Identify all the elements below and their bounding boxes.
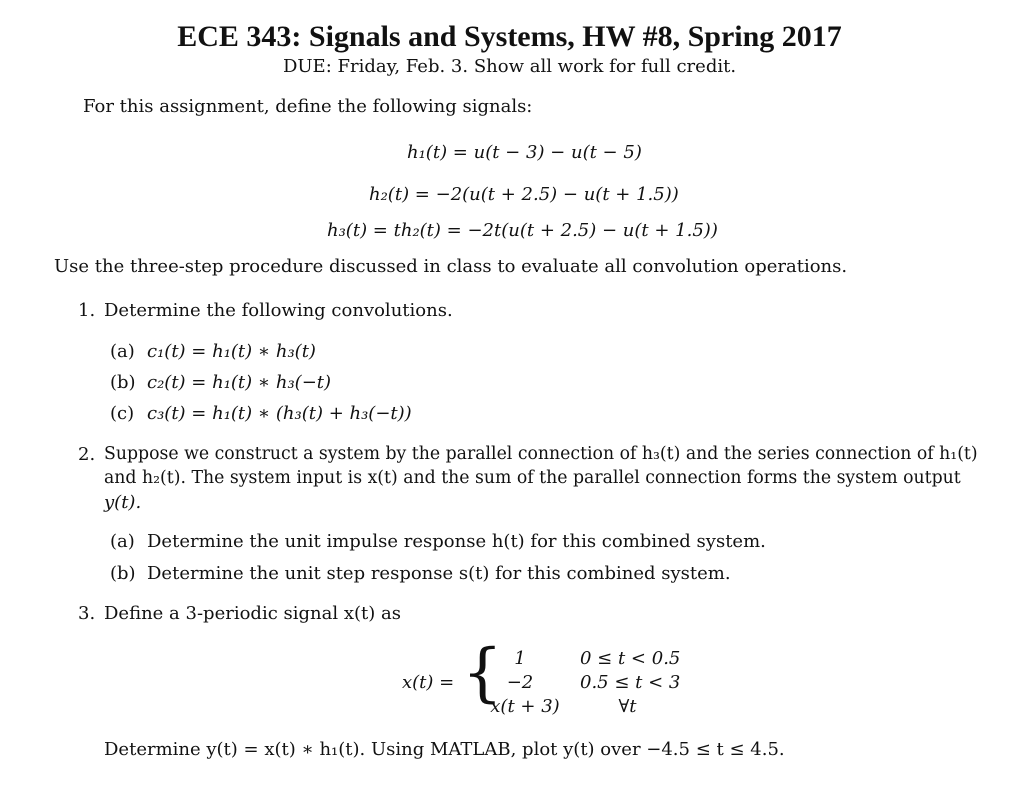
signal-h2: h₂(t) = −2(u(t + 2.5) − u(t + 1.5)) — [369, 184, 679, 205]
problem-2-line-2: and h₂(t). The system input is x(t) and the sum of the parallel connection forms the system output — [104, 468, 961, 488]
piecewise-cond-2: 0.5 ≤ t < 3 — [580, 672, 681, 693]
piecewise-cond-1: 0 ≤ t < 0.5 — [580, 648, 681, 669]
problem-1a-text: c₁(t) = h₁(t) ∗ h₃(t) — [147, 341, 316, 362]
piecewise-lhs: x(t) = — [402, 672, 455, 693]
problem-2-number: 2. — [78, 444, 96, 465]
problem-1c-label: (c) — [110, 403, 135, 424]
piecewise-value-1: 1 — [514, 648, 526, 669]
problem-1a-label: (a) — [110, 341, 135, 362]
piecewise-value-2: −2 — [506, 672, 534, 693]
problem-3-text: Define a 3-periodic signal x(t) as — [104, 603, 401, 624]
problem-1b-label: (b) — [110, 372, 136, 393]
problem-2-line-1: Suppose we construct a system by the parallel connection of h₃(t) and the series connection of h₁(t) — [104, 444, 978, 464]
piecewise-value-3: x(t + 3) — [490, 696, 560, 717]
page-title: ECE 343: Signals and Systems, HW #8, Spring 2017 — [177, 20, 842, 53]
problem-2a-label: (a) — [110, 531, 135, 552]
problem-3-closing: Determine y(t) = x(t) ∗ h₁(t). Using MATLAB, plot y(t) over −4.5 ≤ t ≤ 4.5. — [104, 739, 785, 760]
left-brace-icon: { — [462, 636, 503, 710]
piecewise-cond-3: ∀t — [618, 696, 637, 717]
signal-h3: h₃(t) = th₂(t) = −2t(u(t + 2.5) − u(t + 1.5)) — [327, 220, 718, 241]
problem-1b-text: c₂(t) = h₁(t) ∗ h₃(−t) — [147, 372, 332, 393]
problem-2a-text: Determine the unit impulse response h(t) for this combined system. — [147, 531, 766, 552]
problem-1-text: Determine the following convolutions. — [104, 300, 453, 321]
signal-h1: h₁(t) = u(t − 3) − u(t − 5) — [407, 142, 642, 163]
problem-2b-label: (b) — [110, 563, 136, 584]
problem-1c-text: c₃(t) = h₁(t) ∗ (h₃(t) + h₃(−t)) — [147, 403, 412, 424]
problem-2-line-3: y(t). — [104, 492, 142, 513]
intro-text: For this assignment, define the following signals: — [83, 96, 533, 117]
problem-1-number: 1. — [78, 300, 96, 321]
due-line: DUE: Friday, Feb. 3. Show all work for full credit. — [282, 56, 737, 77]
procedure-text: Use the three-step procedure discussed in class to evaluate all convolution operations. — [54, 256, 848, 277]
problem-2b-text: Determine the unit step response s(t) for this combined system. — [147, 563, 731, 584]
problem-3-number: 3. — [78, 603, 96, 624]
